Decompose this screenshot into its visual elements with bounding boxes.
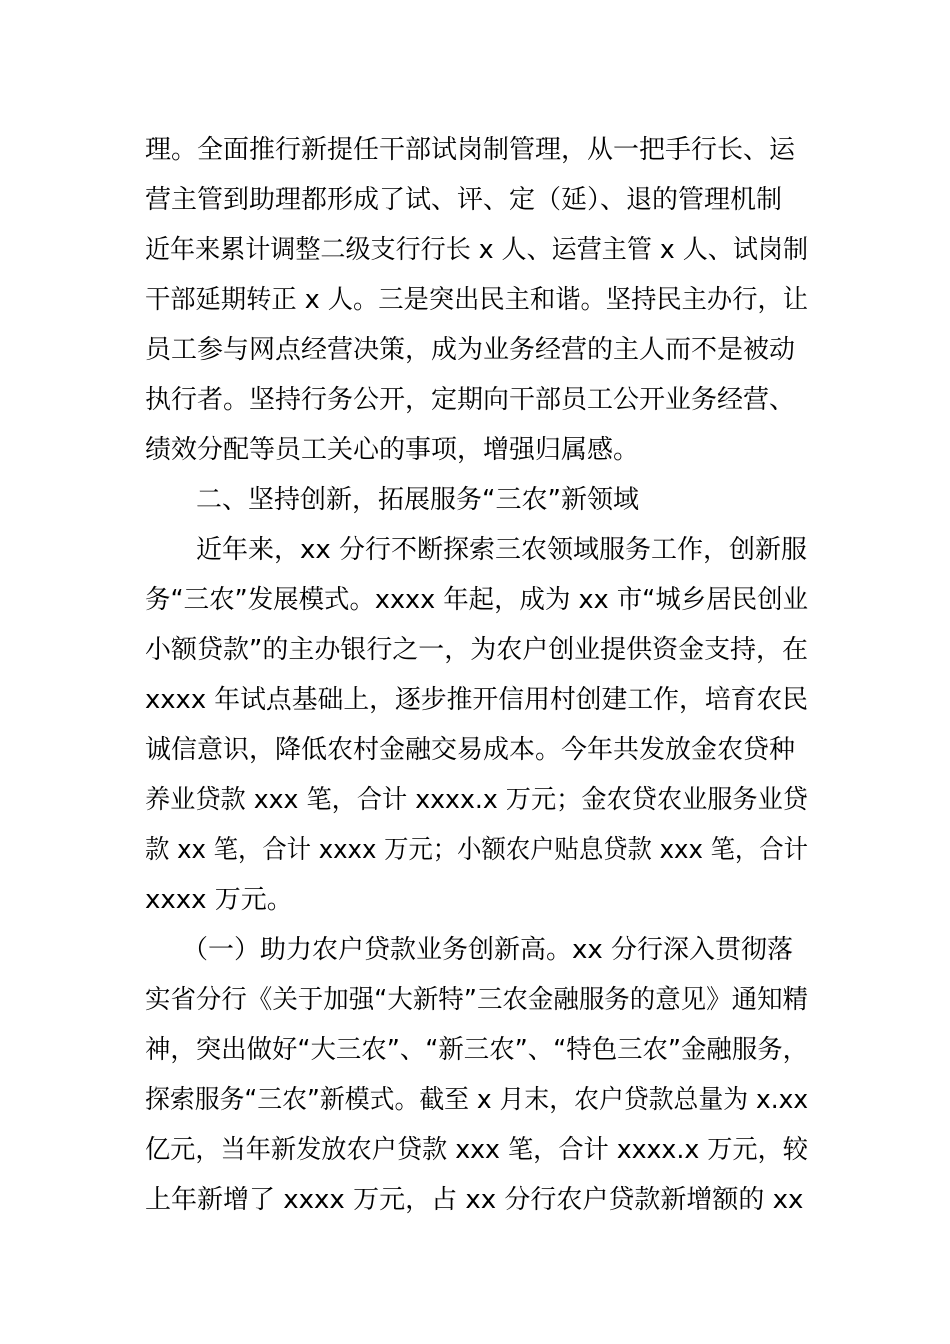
line-text: 员工参与网点经营决策，成为业务经营的主人而不是被动	[145, 335, 796, 365]
line-text: 款 xx 笔，合计 xxxx 万元；小额农户贴息贷款 xxx 笔，合计	[145, 835, 808, 865]
line-text: 养业贷款 xxx 笔，合计 xxxx.x 万元；金农贷农业服务业贷	[145, 785, 808, 815]
line-text: 神，突出做好“大三农”、“新三农”、“特色三农”金融服务，	[145, 1035, 809, 1065]
line-text: 近年来，xx 分行不断探索三农领域服务工作，创新服	[196, 535, 808, 565]
line-text: 亿元，当年新发放农户贷款 xxx 笔，合计 xxxx.x 万元，较	[145, 1135, 808, 1165]
line-text: 营主管到助理都形成了试、评、定（延）、退的管理机制	[145, 185, 783, 215]
line-text: 务“三农”发展模式。xxxx 年起，成为 xx 市“城乡居民创业	[145, 585, 809, 615]
line-text: 理。全面推行新提任干部试岗制管理，从一把手行长、运	[145, 135, 796, 165]
line-text: 近年来累计调整二级支行行长 x 人、运营主管 x 人、试岗制	[145, 235, 809, 265]
line-text: 绩效分配等员工关心的事项，增强归属感。	[145, 435, 640, 465]
line-text: 诚信意识，降低农村金融交易成本。今年共发放金农贷种	[145, 735, 796, 765]
line-text: 上年新增了 xxxx 万元，占 xx 分行农户贷款新增额的 xx	[145, 1185, 804, 1215]
heading-text: 二、坚持创新，拓展服务“三农”新领域	[196, 485, 639, 515]
line-text: 实省分行《关于加强“大新特”三农金融服务的意见》通知精	[145, 985, 809, 1015]
line-text: xxxx 年试点基础上，逐步推开信用村创建工作，培育农民	[145, 685, 809, 715]
line-text: xxxx 万元。	[145, 885, 293, 915]
line-text: 小额贷款”的主办银行之一，为农户创业提供资金支持，在	[145, 635, 809, 665]
line-text: （一）助力农户贷款业务创新高。xx 分行深入贯彻落	[182, 935, 794, 965]
line-text: 执行者。坚持行务公开，定期向干部员工公开业务经营、	[145, 385, 796, 415]
line-text: 干部延期转正 x 人。三是突出民主和谐。坚持民主办行，让	[145, 285, 809, 315]
line-text: 探索服务“三农”新模式。截至 x 月末，农户贷款总量为 x.xx	[145, 1085, 809, 1115]
